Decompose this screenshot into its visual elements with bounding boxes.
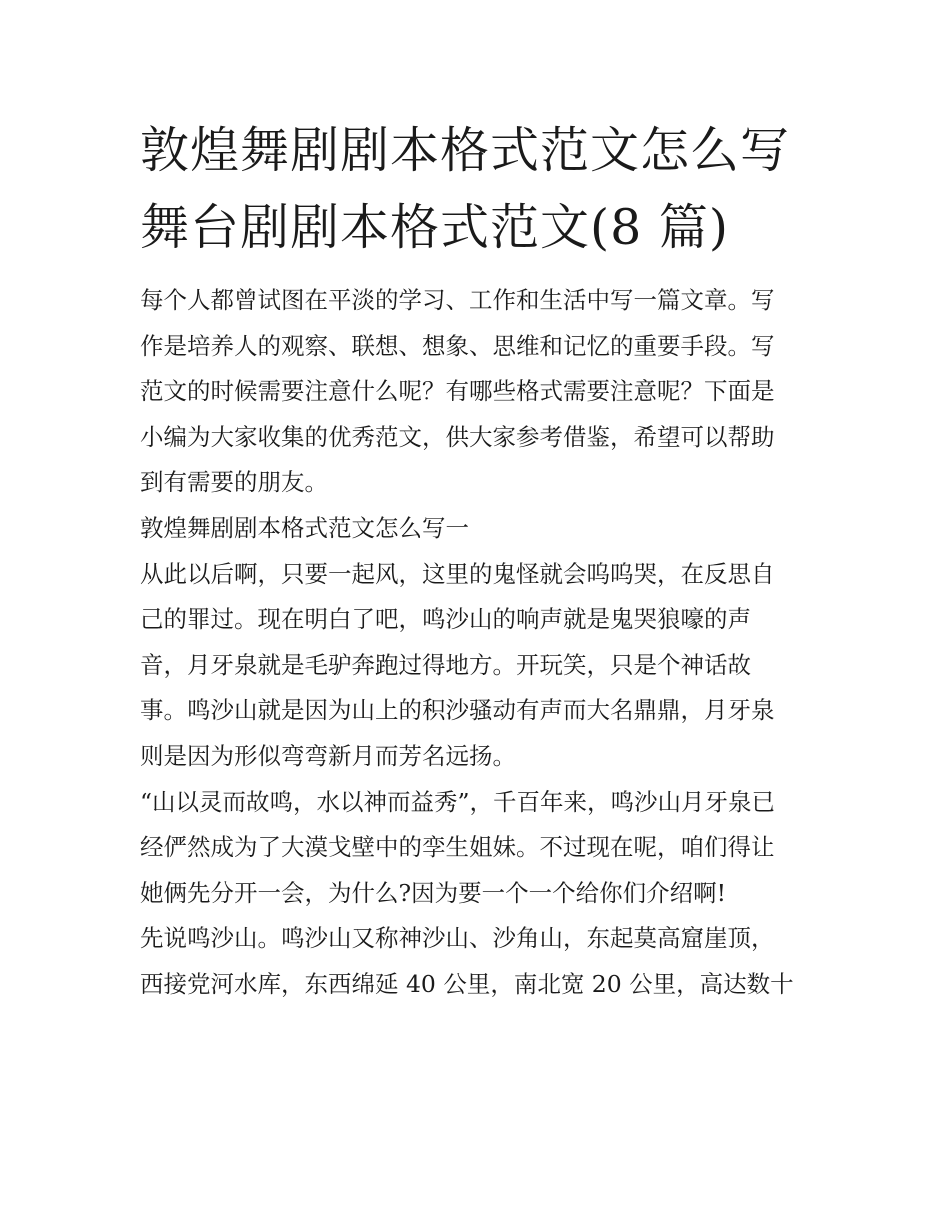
section-heading bbox=[140, 506, 812, 552]
text-line: 每个人都曾试图在平淡的学习、工作和生活中写一篇文章。写 bbox=[140, 286, 775, 314]
text-line: 经俨然成为了大漠戈壁中的孪生姐妹。不过现在呢，咱们得让 bbox=[140, 833, 775, 862]
text-line: “山以灵而故鸣，水以神而益秀”，千百年来，鸣沙山月牙泉已 bbox=[140, 787, 776, 816]
body-paragraph-1 bbox=[140, 552, 812, 780]
body-paragraph-2 bbox=[140, 780, 812, 917]
body-paragraph-3 bbox=[140, 916, 812, 1007]
text-line: 则是因为形似弯弯新月而芳名远扬。 bbox=[140, 741, 516, 770]
text-line: 己的罪过。现在明白了吧，鸣沙山的响声就是鬼哭狼嚎的声 bbox=[140, 605, 751, 634]
intro-paragraph bbox=[140, 278, 812, 506]
text-line: 范文的时候需要注意什么呢？有哪些格式需要注意呢？下面是 bbox=[140, 377, 775, 406]
title-line-2: 舞台剧剧本格式范文(8 篇) bbox=[140, 199, 729, 256]
text-line: 音，月牙泉就是毛驴奔跑过得地方。开玩笑，只是个神话故 bbox=[140, 650, 751, 679]
text-line: 到有需要的朋友。 bbox=[140, 468, 328, 497]
section-heading-text: 敦煌舞剧剧本格式范文怎么写一 bbox=[140, 513, 469, 542]
text-line: 西接党河水库，东西绵延 40 公里，南北宽 20 公里，高达数十 bbox=[140, 969, 794, 998]
text-line: 她俩先分开一会，为什么?因为要一个一个给你们介绍啊! bbox=[140, 878, 727, 907]
text-line: 作是培养人的观察、联想、想象、思维和记忆的重要手段。写 bbox=[140, 331, 775, 360]
document-page bbox=[140, 112, 812, 1008]
text-line: 从此以后啊，只要一起风，这里的鬼怪就会呜呜哭，在反思自 bbox=[140, 559, 775, 588]
text-line: 事。鸣沙山就是因为山上的积沙骚动有声而大名鼎鼎，月牙泉 bbox=[140, 696, 775, 725]
title-line-1: 敦煌舞剧剧本格式范文怎么写 bbox=[140, 122, 791, 179]
document-title bbox=[140, 112, 812, 266]
text-line: 先说鸣沙山。鸣沙山又称神沙山、沙角山，东起莫高窟崖顶， bbox=[140, 924, 775, 953]
text-line: 小编为大家收集的优秀范文，供大家参考借鉴，希望可以帮助 bbox=[140, 422, 775, 451]
